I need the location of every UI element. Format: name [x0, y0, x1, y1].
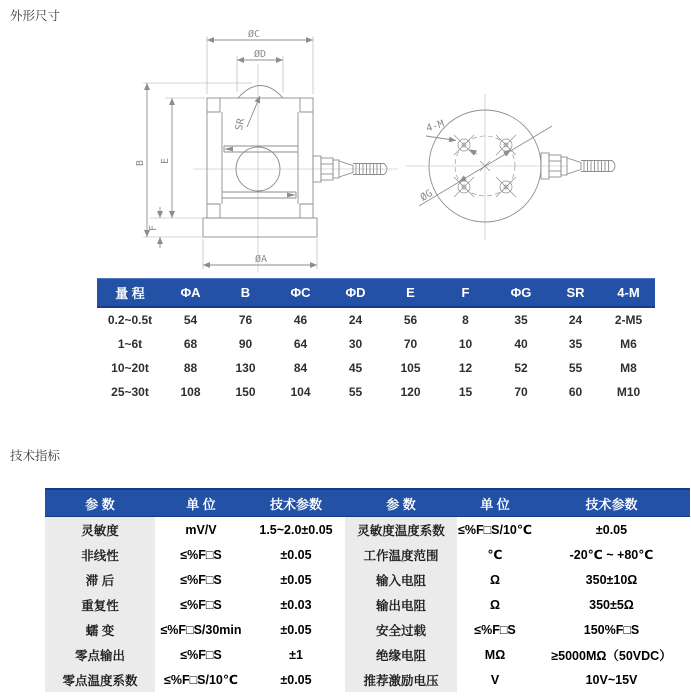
param-name-cell: 推荐激励电压 [345, 667, 457, 692]
value-cell: ±0.05 [247, 617, 345, 642]
param-name-cell: 安全过载 [345, 617, 457, 642]
section-title-technical-specs: 技术指标 [10, 449, 61, 463]
dimension-table-header-row [97, 279, 655, 308]
unit-cell: ≤%F□S/30min [155, 617, 247, 642]
table-cell: 24 [328, 307, 383, 332]
header-cell: ΦC [273, 279, 328, 308]
unit-cell: ≤%F□S/10℃ [155, 667, 247, 692]
table-cell: 76 [218, 307, 273, 332]
table-cell: 10 [438, 332, 493, 356]
value-cell: ±0.05 [247, 542, 345, 567]
header-cell: B [218, 279, 273, 308]
table-cell: 10~20t [97, 356, 163, 380]
base-flange [203, 218, 317, 237]
table-cell: 70 [383, 332, 438, 356]
unit-cell: ≤%F□S [155, 542, 247, 567]
dim-label-e: E [160, 157, 171, 165]
table-cell: 88 [163, 356, 218, 380]
value-cell: 1.5~2.0±0.05 [247, 517, 345, 543]
header-cell: 量 程 [97, 279, 163, 308]
table-cell: 120 [383, 380, 438, 404]
unit-cell: V [457, 667, 533, 692]
table-cell: 25~30t [97, 380, 163, 404]
value-cell: 350±5Ω [533, 592, 690, 617]
table-cell: 55 [549, 356, 602, 380]
param-name-cell: 蠕 变 [45, 617, 155, 642]
table-cell: 24 [549, 307, 602, 332]
param-name-cell: 滞 后 [45, 567, 155, 592]
value-cell: -20℃ ~ +80℃ [533, 542, 690, 567]
table-cell: 40 [493, 332, 549, 356]
table-cell: 12 [438, 356, 493, 380]
table-row [45, 642, 690, 667]
dim-label-phi-d: ØD [253, 49, 267, 60]
extension-lines [143, 36, 317, 269]
unit-cell: ≤%F□S [155, 642, 247, 667]
dim-label-sr: SR [233, 117, 248, 132]
body-outline [207, 98, 313, 218]
table-cell: 2-M5 [602, 307, 655, 332]
dimension-table [97, 278, 655, 404]
dim-label-4m: 4-M [425, 118, 446, 135]
value-cell: ±0.03 [247, 592, 345, 617]
param-name-cell: 工作温度范围 [345, 542, 457, 567]
param-name-cell: 重复性 [45, 592, 155, 617]
param-name-cell: 绝缘电阻 [345, 642, 457, 667]
table-cell: 104 [273, 380, 328, 404]
unit-cell: Ω [457, 592, 533, 617]
top-view [406, 94, 615, 240]
header-cell: 技术参数 [533, 489, 690, 517]
table-cell: 0.2~0.5t [97, 307, 163, 332]
value-cell: ±1 [247, 642, 345, 667]
dim-label-phi-c: ØC [247, 29, 261, 40]
dim-label-phi-g: ØG [418, 188, 435, 204]
param-name-cell: 灵敏度 [45, 517, 155, 543]
table-cell: 35 [493, 307, 549, 332]
table-cell: 105 [383, 356, 438, 380]
header-cell: 参 数 [45, 489, 155, 517]
value-cell: 10V~15V [533, 667, 690, 692]
unit-cell: ℃ [457, 542, 533, 567]
value-cell: ±0.05 [247, 567, 345, 592]
header-cell: 单 位 [457, 489, 533, 517]
table-cell: 64 [273, 332, 328, 356]
table-row [97, 332, 655, 356]
header-cell: E [383, 279, 438, 308]
table-cell: 8 [438, 307, 493, 332]
header-cell: 4-M [602, 279, 655, 308]
param-name-cell: 输入电阻 [345, 567, 457, 592]
table-row [45, 542, 690, 567]
table-cell: M10 [602, 380, 655, 404]
value-cell: 350±10Ω [533, 567, 690, 592]
param-name-cell: 输出电阻 [345, 592, 457, 617]
table-cell: 55 [328, 380, 383, 404]
front-view [143, 36, 398, 272]
param-name-cell: 灵敏度温度系数 [345, 517, 457, 543]
dim-label-b: B [135, 159, 146, 167]
table-row [45, 592, 690, 617]
table-cell: 45 [328, 356, 383, 380]
table-cell: 35 [549, 332, 602, 356]
table-row [97, 307, 655, 332]
table-cell: 60 [549, 380, 602, 404]
table-cell: 52 [493, 356, 549, 380]
table-cell: 46 [273, 307, 328, 332]
s-slots [222, 146, 298, 198]
table-cell: 68 [163, 332, 218, 356]
unit-cell: ≤%F□S/10℃ [457, 517, 533, 543]
header-cell: F [438, 279, 493, 308]
value-cell: ±0.05 [533, 517, 690, 543]
dim-label-phi-a: ØA [254, 254, 268, 265]
load-cell-outline-drawing [0, 26, 691, 278]
dim-label-f: F [148, 224, 159, 232]
centerlines [406, 94, 568, 240]
table-row [45, 567, 690, 592]
table-cell: M6 [602, 332, 655, 356]
table-cell: 30 [328, 332, 383, 356]
table-cell: 70 [493, 380, 549, 404]
table-cell: 150 [218, 380, 273, 404]
header-cell: SR [549, 279, 602, 308]
dome [238, 86, 283, 99]
header-cell: ΦA [163, 279, 218, 308]
technical-spec-table [45, 488, 690, 692]
header-cell: 技术参数 [247, 489, 345, 517]
table-cell: 84 [273, 356, 328, 380]
unit-cell: mV/V [155, 517, 247, 543]
table-cell: M8 [602, 356, 655, 380]
table-cell: 130 [218, 356, 273, 380]
table-row [45, 617, 690, 642]
value-cell: ±0.05 [247, 667, 345, 692]
table-cell: 54 [163, 307, 218, 332]
table-cell: 1~6t [97, 332, 163, 356]
param-name-cell: 零点温度系数 [45, 667, 155, 692]
value-cell: ≥5000MΩ（50VDC） [533, 642, 690, 667]
unit-cell: Ω [457, 567, 533, 592]
spec-table-header-row [45, 489, 690, 517]
dimension-lines [147, 40, 317, 265]
value-cell: 150%F□S [533, 617, 690, 642]
header-cell: ΦG [493, 279, 549, 308]
centerlines [193, 64, 398, 272]
table-row [45, 667, 690, 692]
header-cell: 单 位 [155, 489, 247, 517]
table-row [45, 517, 690, 543]
table-cell: 90 [218, 332, 273, 356]
unit-cell: ≤%F□S [457, 617, 533, 642]
table-cell: 15 [438, 380, 493, 404]
unit-cell: MΩ [457, 642, 533, 667]
drawing-labels [135, 28, 446, 265]
table-row [97, 356, 655, 380]
section-title-outline-dimensions: 外形尺寸 [10, 9, 61, 23]
table-row [97, 380, 655, 404]
unit-cell: ≤%F□S [155, 567, 247, 592]
param-name-cell: 零点输出 [45, 642, 155, 667]
table-cell: 108 [163, 380, 218, 404]
unit-cell: ≤%F□S [155, 592, 247, 617]
table-cell: 56 [383, 307, 438, 332]
header-cell: ΦD [328, 279, 383, 308]
param-name-cell: 非线性 [45, 542, 155, 567]
header-cell: 参 数 [345, 489, 457, 517]
